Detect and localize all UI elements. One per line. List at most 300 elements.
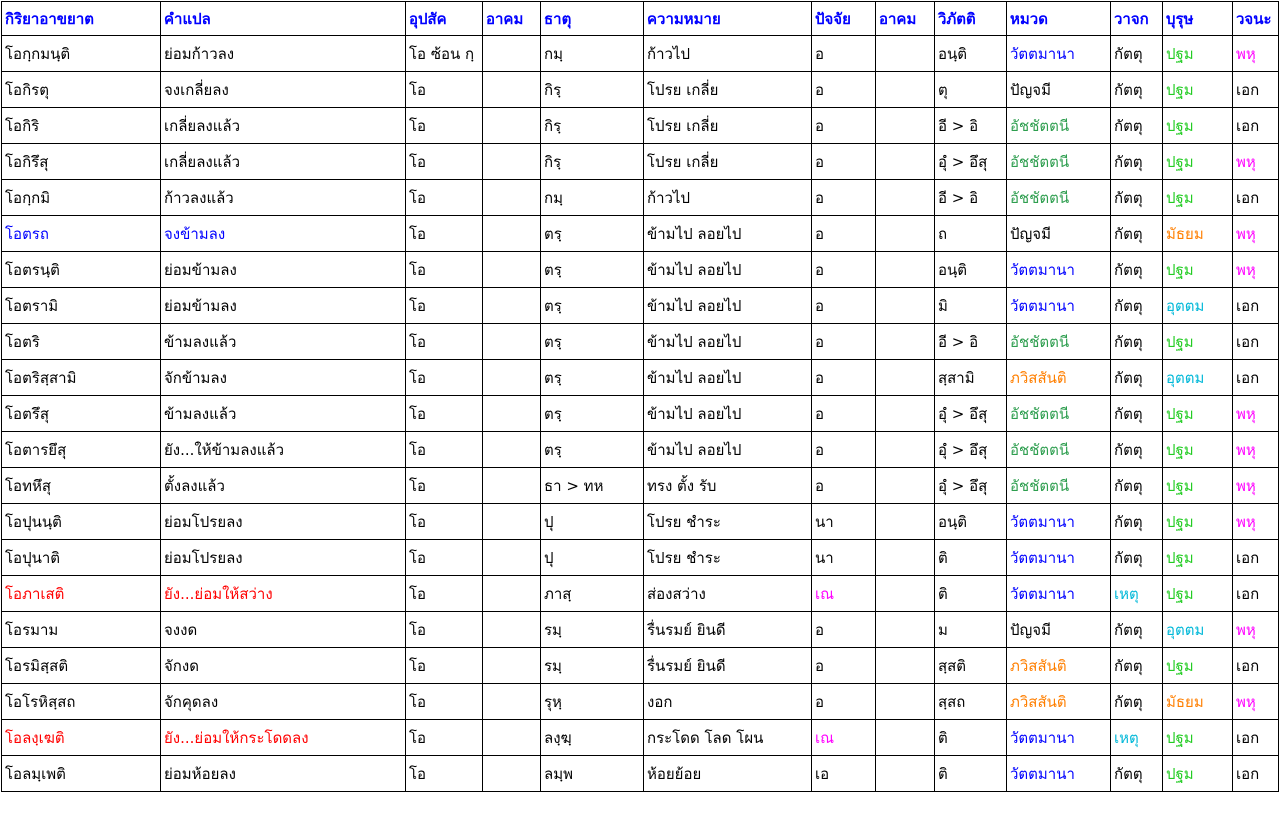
cell-meaning: ข้ามไป ลอยไป xyxy=(644,324,812,360)
cell-agama-2 xyxy=(876,180,935,216)
cell-category: อัชชัตตนี xyxy=(1007,468,1111,504)
cell-person: อุตตม xyxy=(1163,288,1233,324)
cell-suffix: อ xyxy=(812,144,876,180)
cell-voice: กัตตุ xyxy=(1111,612,1163,648)
cell-translation: ย่อมโปรยลง xyxy=(161,540,406,576)
cell-person: ปฐม xyxy=(1163,504,1233,540)
cell-person: ปฐม xyxy=(1163,72,1233,108)
cell-meaning: โปรย ชำระ xyxy=(644,504,812,540)
cell-verb: โอโรหิสฺสถ xyxy=(2,684,161,720)
cell-meaning: กระโดด โลด โผน xyxy=(644,720,812,756)
cell-category: วัตตมานา xyxy=(1007,288,1111,324)
cell-vibhatti: ติ xyxy=(935,540,1007,576)
cell-suffix: อ xyxy=(812,684,876,720)
table-row xyxy=(2,216,1279,252)
cell-translation: ย่อมข้ามลง xyxy=(161,252,406,288)
cell-root: ตรฺ xyxy=(541,396,644,432)
cell-vibhatti: ติ xyxy=(935,720,1007,756)
cell-number: เอก xyxy=(1233,648,1279,684)
header-person: บุรุษ xyxy=(1163,2,1233,36)
cell-vibhatti: อนฺติ xyxy=(935,504,1007,540)
cell-root: กิรฺ xyxy=(541,144,644,180)
cell-number: เอก xyxy=(1233,108,1279,144)
cell-number: พหุ xyxy=(1233,36,1279,72)
cell-suffix: อ xyxy=(812,396,876,432)
table-row xyxy=(2,36,1279,72)
cell-meaning: รื่นรมย์ ยินดี xyxy=(644,612,812,648)
cell-agama-2 xyxy=(876,756,935,792)
cell-verb: โอทหึสุ xyxy=(2,468,161,504)
cell-category: อัชชัตตนี xyxy=(1007,180,1111,216)
cell-translation: ก้าวลงแล้ว xyxy=(161,180,406,216)
cell-vibhatti: อุํ > อึสุ xyxy=(935,468,1007,504)
cell-translation: ข้ามลงแล้ว xyxy=(161,324,406,360)
cell-prefix: โอ xyxy=(406,612,483,648)
cell-agama-2 xyxy=(876,324,935,360)
cell-agama xyxy=(483,576,541,612)
cell-verb: โอตรถ xyxy=(2,216,161,252)
cell-prefix: โอ xyxy=(406,180,483,216)
cell-person: ปฐม xyxy=(1163,252,1233,288)
cell-vibhatti: สฺสถ xyxy=(935,684,1007,720)
cell-number: พหุ xyxy=(1233,468,1279,504)
cell-agama-2 xyxy=(876,576,935,612)
cell-voice: กัตตุ xyxy=(1111,72,1163,108)
cell-translation: ย่อมก้าวลง xyxy=(161,36,406,72)
table-row xyxy=(2,684,1279,720)
cell-meaning: โปรย เกลี่ย xyxy=(644,144,812,180)
cell-meaning: โปรย เกลี่ย xyxy=(644,72,812,108)
cell-agama xyxy=(483,108,541,144)
cell-agama-2 xyxy=(876,540,935,576)
cell-number: พหุ xyxy=(1233,684,1279,720)
cell-meaning: โปรย เกลี่ย xyxy=(644,108,812,144)
cell-verb: โอปุนาติ xyxy=(2,540,161,576)
cell-root: ภาสฺ xyxy=(541,576,644,612)
cell-prefix: โอ xyxy=(406,540,483,576)
table-row xyxy=(2,504,1279,540)
cell-vibhatti: ติ xyxy=(935,756,1007,792)
cell-suffix: เณ xyxy=(812,576,876,612)
table-row xyxy=(2,360,1279,396)
cell-vibhatti: ติ xyxy=(935,576,1007,612)
cell-person: อุตตม xyxy=(1163,360,1233,396)
header-agama-2: อาคม xyxy=(876,2,935,36)
cell-root: ลงฺฆฺ xyxy=(541,720,644,756)
cell-person: อุตตม xyxy=(1163,612,1233,648)
cell-translation: จักงด xyxy=(161,648,406,684)
cell-meaning: ก้าวไป xyxy=(644,180,812,216)
cell-number: พหุ xyxy=(1233,396,1279,432)
cell-root: ตรฺ xyxy=(541,432,644,468)
table-row xyxy=(2,576,1279,612)
cell-number: พหุ xyxy=(1233,504,1279,540)
cell-voice: กัตตุ xyxy=(1111,252,1163,288)
cell-voice: กัตตุ xyxy=(1111,360,1163,396)
table-row xyxy=(2,252,1279,288)
header-verb: กิริยาอาขยาต xyxy=(2,2,161,36)
header-agama: อาคม xyxy=(483,2,541,36)
cell-suffix: อ xyxy=(812,432,876,468)
cell-translation: ยัง...ย่อมให้กระโดดลง xyxy=(161,720,406,756)
cell-category: อัชชัตตนี xyxy=(1007,396,1111,432)
cell-root: กิรฺ xyxy=(541,108,644,144)
cell-meaning: ส่องสว่าง xyxy=(644,576,812,612)
cell-agama xyxy=(483,180,541,216)
cell-root: รุหฺ xyxy=(541,684,644,720)
cell-root: ลมฺพ xyxy=(541,756,644,792)
cell-prefix: โอ ซ้อน กฺ xyxy=(406,36,483,72)
cell-agama-2 xyxy=(876,432,935,468)
cell-person: ปฐม xyxy=(1163,36,1233,72)
cell-suffix: อ xyxy=(812,648,876,684)
cell-suffix: อ xyxy=(812,468,876,504)
cell-verb: โอกิรตุ xyxy=(2,72,161,108)
cell-verb: โอลมฺเพติ xyxy=(2,756,161,792)
cell-verb: โอตรนฺติ xyxy=(2,252,161,288)
cell-voice: กัตตุ xyxy=(1111,144,1163,180)
cell-suffix: เณ xyxy=(812,720,876,756)
cell-vibhatti: อี > อิ xyxy=(935,324,1007,360)
cell-person: ปฐม xyxy=(1163,432,1233,468)
cell-agama xyxy=(483,216,541,252)
cell-voice: กัตตุ xyxy=(1111,756,1163,792)
cell-root: ตรฺ xyxy=(541,360,644,396)
cell-verb: โอกฺกมนฺติ xyxy=(2,36,161,72)
cell-voice: กัตตุ xyxy=(1111,216,1163,252)
cell-root: ตรฺ xyxy=(541,216,644,252)
cell-translation: จักคุดลง xyxy=(161,684,406,720)
cell-suffix: อ xyxy=(812,612,876,648)
cell-suffix: เอ xyxy=(812,756,876,792)
cell-agama xyxy=(483,36,541,72)
cell-root: รมฺ xyxy=(541,612,644,648)
cell-number: เอก xyxy=(1233,180,1279,216)
cell-category: วัตตมานา xyxy=(1007,540,1111,576)
table-row xyxy=(2,756,1279,792)
cell-agama xyxy=(483,144,541,180)
cell-agama-2 xyxy=(876,612,935,648)
cell-agama xyxy=(483,612,541,648)
cell-root: กมฺ xyxy=(541,36,644,72)
cell-meaning: งอก xyxy=(644,684,812,720)
cell-root: ปุ xyxy=(541,504,644,540)
cell-number: พหุ xyxy=(1233,144,1279,180)
table-row xyxy=(2,180,1279,216)
cell-number: เอก xyxy=(1233,720,1279,756)
cell-agama xyxy=(483,72,541,108)
header-meaning: ความหมาย xyxy=(644,2,812,36)
cell-root: ปุ xyxy=(541,540,644,576)
cell-prefix: โอ xyxy=(406,144,483,180)
cell-verb: โอกฺกมิ xyxy=(2,180,161,216)
cell-verb: โอตารยึสุ xyxy=(2,432,161,468)
cell-agama xyxy=(483,684,541,720)
cell-vibhatti: อุํ > อึสุ xyxy=(935,144,1007,180)
cell-agama xyxy=(483,648,541,684)
cell-person: ปฐม xyxy=(1163,396,1233,432)
header-prefix: อุปสัค xyxy=(406,2,483,36)
cell-category: ปัญจมี xyxy=(1007,216,1111,252)
cell-prefix: โอ xyxy=(406,756,483,792)
cell-prefix: โอ xyxy=(406,72,483,108)
cell-person: มัธยม xyxy=(1163,684,1233,720)
cell-number: พหุ xyxy=(1233,216,1279,252)
cell-vibhatti: อนฺติ xyxy=(935,252,1007,288)
cell-category: วัตตมานา xyxy=(1007,576,1111,612)
cell-agama xyxy=(483,540,541,576)
cell-voice: กัตตุ xyxy=(1111,504,1163,540)
cell-person: มัธยม xyxy=(1163,216,1233,252)
table-row xyxy=(2,396,1279,432)
cell-vibhatti: อี > อิ xyxy=(935,108,1007,144)
cell-category: วัตตมานา xyxy=(1007,720,1111,756)
cell-category: ปัญจมี xyxy=(1007,72,1111,108)
cell-vibhatti: มิ xyxy=(935,288,1007,324)
cell-voice: กัตตุ xyxy=(1111,288,1163,324)
cell-prefix: โอ xyxy=(406,468,483,504)
cell-translation: จงข้ามลง xyxy=(161,216,406,252)
cell-agama xyxy=(483,720,541,756)
cell-category: อัชชัตตนี xyxy=(1007,324,1111,360)
cell-translation: จงเกลี่ยลง xyxy=(161,72,406,108)
cell-verb: โอตริสฺสามิ xyxy=(2,360,161,396)
cell-voice: กัตตุ xyxy=(1111,396,1163,432)
cell-person: ปฐม xyxy=(1163,180,1233,216)
cell-vibhatti: ม xyxy=(935,612,1007,648)
cell-prefix: โอ xyxy=(406,648,483,684)
cell-root: ธา > ทห xyxy=(541,468,644,504)
table-row xyxy=(2,540,1279,576)
cell-category: อัชชัตตนี xyxy=(1007,432,1111,468)
cell-voice: กัตตุ xyxy=(1111,432,1163,468)
cell-vibhatti: ตุ xyxy=(935,72,1007,108)
cell-prefix: โอ xyxy=(406,396,483,432)
cell-suffix: อ xyxy=(812,288,876,324)
header-root: ธาตุ xyxy=(541,2,644,36)
cell-agama xyxy=(483,360,541,396)
cell-category: ภวิสสันติ xyxy=(1007,360,1111,396)
cell-agama xyxy=(483,252,541,288)
cell-verb: โอกิริ xyxy=(2,108,161,144)
cell-verb: โอกิรึสุ xyxy=(2,144,161,180)
cell-vibhatti: อุํ > อึสุ xyxy=(935,396,1007,432)
cell-agama-2 xyxy=(876,396,935,432)
cell-agama-2 xyxy=(876,36,935,72)
cell-verb: โอตรึสุ xyxy=(2,396,161,432)
cell-number: เอก xyxy=(1233,756,1279,792)
cell-prefix: โอ xyxy=(406,720,483,756)
cell-voice: กัตตุ xyxy=(1111,540,1163,576)
cell-suffix: นา xyxy=(812,504,876,540)
cell-number: เอก xyxy=(1233,576,1279,612)
cell-suffix: อ xyxy=(812,180,876,216)
cell-category: อัชชัตตนี xyxy=(1007,108,1111,144)
header-translation: คำแปล xyxy=(161,2,406,36)
cell-person: ปฐม xyxy=(1163,468,1233,504)
cell-agama-2 xyxy=(876,468,935,504)
cell-root: กมฺ xyxy=(541,180,644,216)
cell-number: เอก xyxy=(1233,72,1279,108)
cell-suffix: อ xyxy=(812,108,876,144)
verb-conjugation-table xyxy=(1,1,1279,792)
cell-number: เอก xyxy=(1233,288,1279,324)
header-number: วจนะ xyxy=(1233,2,1279,36)
cell-number: เอก xyxy=(1233,324,1279,360)
cell-person: ปฐม xyxy=(1163,324,1233,360)
cell-agama-2 xyxy=(876,684,935,720)
header-vibhatti: วิภัตติ xyxy=(935,2,1007,36)
header-suffix: ปัจจัย xyxy=(812,2,876,36)
cell-prefix: โอ xyxy=(406,324,483,360)
cell-translation: ข้ามลงแล้ว xyxy=(161,396,406,432)
header-category: หมวด xyxy=(1007,2,1111,36)
cell-verb: โอตรามิ xyxy=(2,288,161,324)
cell-meaning: ข้ามไป ลอยไป xyxy=(644,252,812,288)
cell-vibhatti: สฺสติ xyxy=(935,648,1007,684)
cell-verb: โอรมิสฺสติ xyxy=(2,648,161,684)
cell-suffix: อ xyxy=(812,252,876,288)
cell-verb: โอตริ xyxy=(2,324,161,360)
table-body xyxy=(2,36,1279,792)
cell-verb: โอรมาม xyxy=(2,612,161,648)
cell-category: วัตตมานา xyxy=(1007,756,1111,792)
cell-number: พหุ xyxy=(1233,612,1279,648)
table-row xyxy=(2,324,1279,360)
cell-agama-2 xyxy=(876,252,935,288)
cell-agama xyxy=(483,468,541,504)
cell-verb: โอภาเสติ xyxy=(2,576,161,612)
cell-voice: กัตตุ xyxy=(1111,36,1163,72)
cell-verb: โอปุนนฺติ xyxy=(2,504,161,540)
table-header-row xyxy=(2,2,1279,36)
cell-root: ตรฺ xyxy=(541,324,644,360)
cell-prefix: โอ xyxy=(406,216,483,252)
cell-suffix: อ xyxy=(812,324,876,360)
cell-agama-2 xyxy=(876,216,935,252)
table-row xyxy=(2,144,1279,180)
cell-translation: เกลี่ยลงแล้ว xyxy=(161,108,406,144)
cell-translation: ย่อมห้อยลง xyxy=(161,756,406,792)
cell-suffix: อ xyxy=(812,36,876,72)
cell-agama xyxy=(483,324,541,360)
cell-category: ภวิสสันติ xyxy=(1007,648,1111,684)
cell-number: พหุ xyxy=(1233,432,1279,468)
table-row xyxy=(2,72,1279,108)
table-row xyxy=(2,108,1279,144)
cell-agama xyxy=(483,504,541,540)
cell-suffix: อ xyxy=(812,360,876,396)
cell-person: ปฐม xyxy=(1163,720,1233,756)
cell-person: ปฐม xyxy=(1163,756,1233,792)
cell-agama-2 xyxy=(876,720,935,756)
cell-suffix: อ xyxy=(812,216,876,252)
cell-voice: เหตุ xyxy=(1111,720,1163,756)
cell-vibhatti: สฺสามิ xyxy=(935,360,1007,396)
cell-voice: กัตตุ xyxy=(1111,324,1163,360)
cell-agama-2 xyxy=(876,648,935,684)
cell-agama-2 xyxy=(876,288,935,324)
cell-person: ปฐม xyxy=(1163,648,1233,684)
cell-agama xyxy=(483,756,541,792)
cell-translation: ย่อมโปรยลง xyxy=(161,504,406,540)
cell-voice: กัตตุ xyxy=(1111,468,1163,504)
cell-prefix: โอ xyxy=(406,504,483,540)
cell-person: ปฐม xyxy=(1163,540,1233,576)
cell-person: ปฐม xyxy=(1163,576,1233,612)
cell-category: อัชชัตตนี xyxy=(1007,144,1111,180)
cell-meaning: ก้าวไป xyxy=(644,36,812,72)
cell-meaning: ข้ามไป ลอยไป xyxy=(644,288,812,324)
cell-person: ปฐม xyxy=(1163,144,1233,180)
cell-agama xyxy=(483,288,541,324)
cell-agama-2 xyxy=(876,144,935,180)
cell-voice: กัตตุ xyxy=(1111,180,1163,216)
header-voice: วาจก xyxy=(1111,2,1163,36)
cell-suffix: นา xyxy=(812,540,876,576)
cell-translation: เกลี่ยลงแล้ว xyxy=(161,144,406,180)
cell-meaning: รื่นรมย์ ยินดี xyxy=(644,648,812,684)
cell-meaning: ข้ามไป ลอยไป xyxy=(644,396,812,432)
cell-meaning: ข้ามไป ลอยไป xyxy=(644,432,812,468)
cell-prefix: โอ xyxy=(406,684,483,720)
table-row xyxy=(2,468,1279,504)
cell-agama-2 xyxy=(876,108,935,144)
cell-translation: ยัง...ให้ข้ามลงแล้ว xyxy=(161,432,406,468)
cell-vibhatti: ถ xyxy=(935,216,1007,252)
table-row xyxy=(2,612,1279,648)
cell-voice: กัตตุ xyxy=(1111,684,1163,720)
cell-voice: กัตตุ xyxy=(1111,108,1163,144)
cell-number: เอก xyxy=(1233,360,1279,396)
cell-translation: จักข้ามลง xyxy=(161,360,406,396)
cell-root: ตรฺ xyxy=(541,288,644,324)
cell-category: วัตตมานา xyxy=(1007,252,1111,288)
cell-root: ตรฺ xyxy=(541,252,644,288)
cell-voice: เหตุ xyxy=(1111,576,1163,612)
table-row xyxy=(2,288,1279,324)
cell-verb: โอลงฺเฆติ xyxy=(2,720,161,756)
cell-category: วัตตมานา xyxy=(1007,36,1111,72)
cell-meaning: ทรง ตั้ง รับ xyxy=(644,468,812,504)
cell-agama xyxy=(483,432,541,468)
cell-translation: จงงด xyxy=(161,612,406,648)
cell-agama xyxy=(483,396,541,432)
cell-prefix: โอ xyxy=(406,252,483,288)
cell-agama-2 xyxy=(876,72,935,108)
cell-category: ภวิสสันติ xyxy=(1007,684,1111,720)
cell-meaning: ข้ามไป ลอยไป xyxy=(644,216,812,252)
cell-translation: ย่อมข้ามลง xyxy=(161,288,406,324)
cell-category: วัตตมานา xyxy=(1007,504,1111,540)
cell-prefix: โอ xyxy=(406,360,483,396)
cell-agama-2 xyxy=(876,360,935,396)
cell-vibhatti: อี > อิ xyxy=(935,180,1007,216)
cell-person: ปฐม xyxy=(1163,108,1233,144)
table-row xyxy=(2,720,1279,756)
table-row xyxy=(2,648,1279,684)
cell-category: ปัญจมี xyxy=(1007,612,1111,648)
cell-meaning: ห้อยย้อย xyxy=(644,756,812,792)
cell-vibhatti: อนฺติ xyxy=(935,36,1007,72)
cell-meaning: โปรย ชำระ xyxy=(644,540,812,576)
cell-agama-2 xyxy=(876,504,935,540)
cell-number: เอก xyxy=(1233,540,1279,576)
cell-translation: ยัง...ย่อมให้สว่าง xyxy=(161,576,406,612)
cell-suffix: อ xyxy=(812,72,876,108)
cell-root: รมฺ xyxy=(541,648,644,684)
cell-prefix: โอ xyxy=(406,576,483,612)
